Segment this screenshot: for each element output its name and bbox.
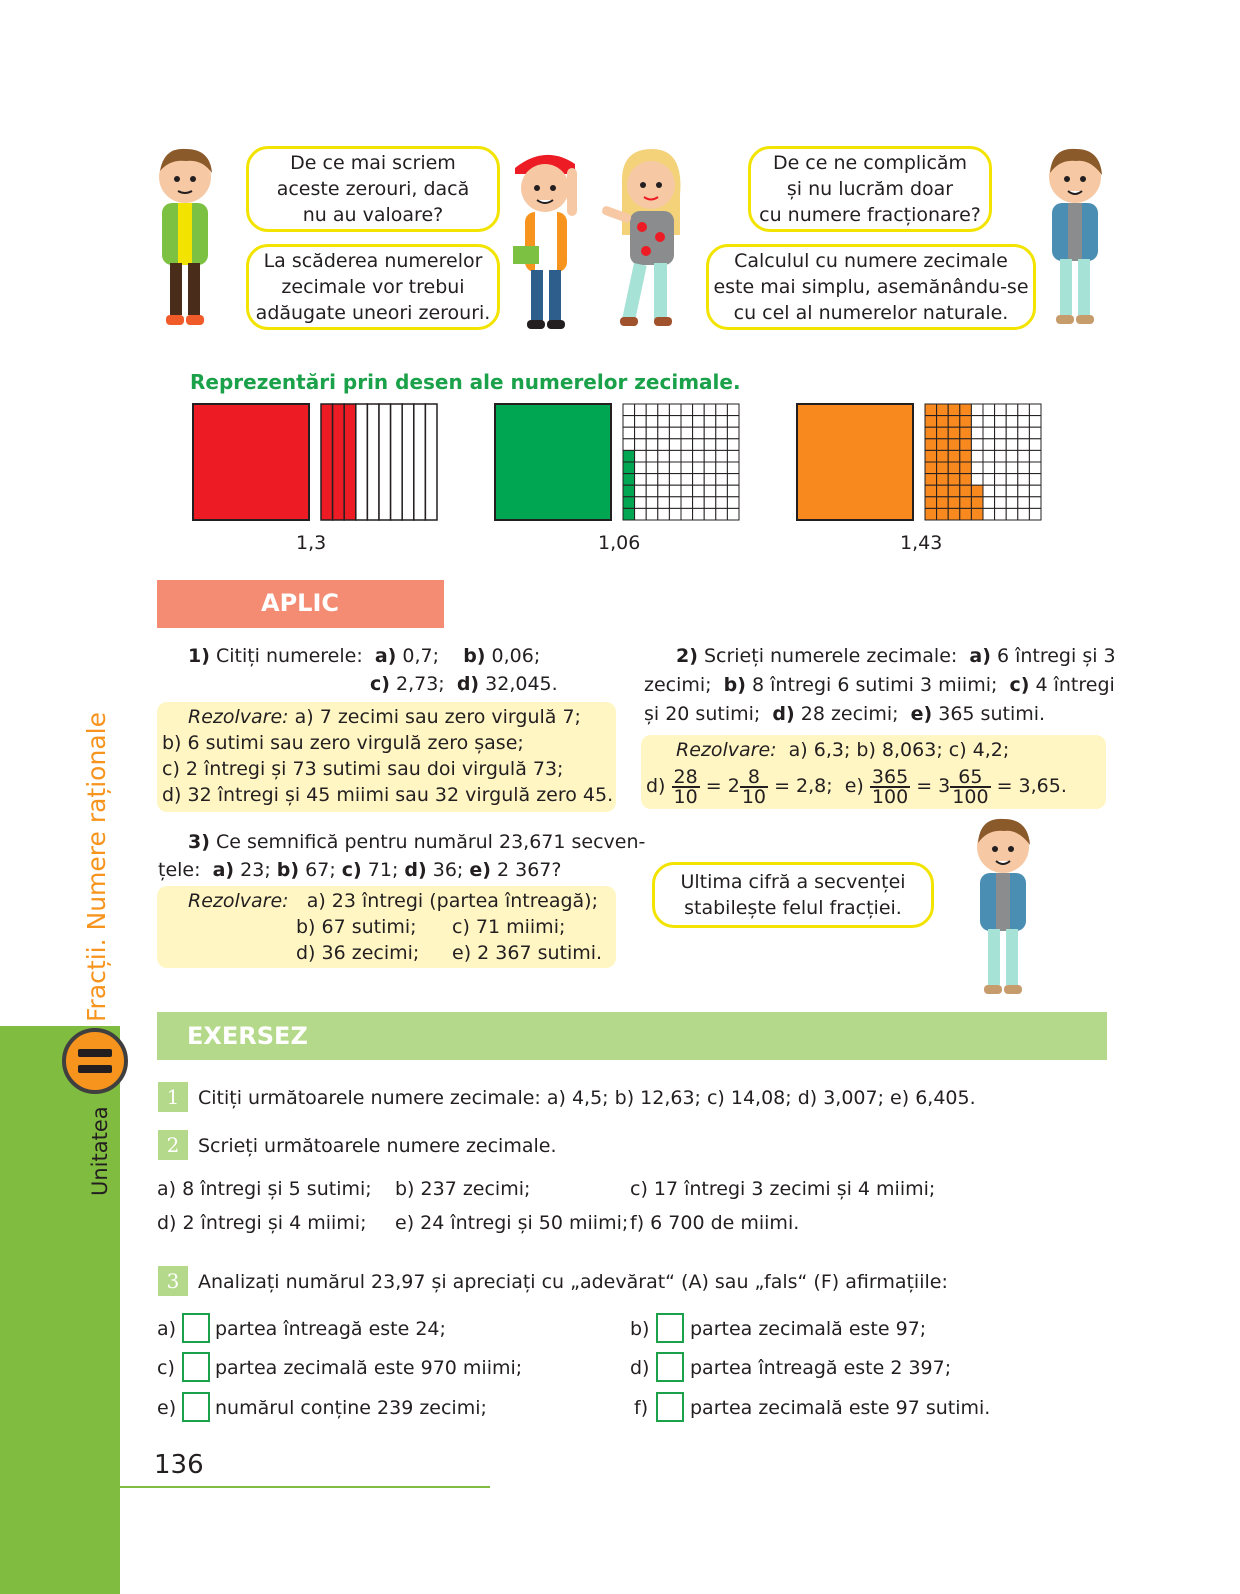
hundredth-cell bbox=[971, 462, 983, 474]
hundredth-cell bbox=[635, 416, 647, 428]
girl-illustration bbox=[600, 145, 700, 335]
hundredth-cell bbox=[646, 474, 658, 486]
boy-vest-illustration bbox=[1040, 145, 1110, 335]
hundredth-cell bbox=[704, 497, 716, 509]
hundredth-cell bbox=[925, 474, 937, 486]
hundredth-cell bbox=[681, 497, 693, 509]
hundredth-cell bbox=[925, 439, 937, 451]
hundredth-cell bbox=[971, 474, 983, 486]
hundredth-cell bbox=[669, 416, 681, 428]
hundredth-cell bbox=[960, 450, 972, 462]
hundredth-cell bbox=[1018, 508, 1030, 520]
hundredth-cell bbox=[716, 439, 728, 451]
representation-fraction-grid-2 bbox=[622, 403, 740, 521]
hundredth-cell bbox=[1018, 416, 1030, 428]
hundredth-cell bbox=[681, 439, 693, 451]
hundredth-cell bbox=[937, 508, 949, 520]
hundredth-cell bbox=[704, 439, 716, 451]
hundredth-cell bbox=[693, 497, 705, 509]
hundredth-cell bbox=[1006, 497, 1018, 509]
hundredth-cell bbox=[727, 404, 739, 416]
hundredth-cell bbox=[925, 404, 937, 416]
hundredth-cell bbox=[948, 416, 960, 428]
tf-label-b: b) bbox=[630, 1318, 650, 1340]
hundredth-cell bbox=[669, 450, 681, 462]
hundredth-cell bbox=[693, 485, 705, 497]
hundredth-cell bbox=[693, 416, 705, 428]
hundredth-cell bbox=[971, 485, 983, 497]
representation-fraction-grid-3 bbox=[924, 403, 1042, 521]
hundredth-cell bbox=[704, 450, 716, 462]
hundredth-cell bbox=[658, 462, 670, 474]
exersez-ex1-number: 1 bbox=[158, 1082, 188, 1112]
hundredth-cell bbox=[960, 497, 972, 509]
hundredth-cell bbox=[948, 439, 960, 451]
hundredth-cell bbox=[727, 462, 739, 474]
hundredth-cell bbox=[937, 462, 949, 474]
hundredth-cell bbox=[1018, 439, 1030, 451]
tf-checkbox-d[interactable] bbox=[656, 1352, 684, 1382]
tf-label-f: f) bbox=[634, 1397, 649, 1419]
hundredth-cell bbox=[681, 450, 693, 462]
hundredth-cell bbox=[948, 462, 960, 474]
hundredth-cell bbox=[646, 450, 658, 462]
hundredth-cell bbox=[704, 404, 716, 416]
aplic-ex3-solution-c: c) 71 miimi; bbox=[452, 916, 566, 938]
hundredth-cell bbox=[937, 404, 949, 416]
hundredth-cell bbox=[635, 485, 647, 497]
hundredth-cell bbox=[704, 416, 716, 428]
footer-divider bbox=[120, 1486, 490, 1488]
exersez-ex2-item-c: c) 17 întregi 3 zecimi și 4 miimi; bbox=[630, 1178, 936, 1200]
representation-value-3: 1,43 bbox=[900, 532, 943, 554]
hundredth-cell bbox=[623, 427, 635, 439]
hundredth-cell bbox=[983, 474, 995, 486]
hundredth-cell bbox=[937, 497, 949, 509]
hundredth-cell bbox=[658, 474, 670, 486]
hundredth-cell bbox=[623, 474, 635, 486]
hundredth-cell bbox=[960, 462, 972, 474]
aplic-ex3-prompt-line1: 3) Ce semnifică pentru numărul 23,671 secven- bbox=[188, 831, 646, 853]
hundredth-cell bbox=[1018, 404, 1030, 416]
hundredth-cell bbox=[983, 485, 995, 497]
hundredth-cell bbox=[925, 497, 937, 509]
fraction-8-10: $\frac{8}{10}$ bbox=[741, 765, 767, 808]
exersez-ex2-item-f: f) 6 700 de miimi. bbox=[630, 1212, 800, 1234]
hundredth-cell bbox=[925, 416, 937, 428]
hundredth-cell bbox=[704, 427, 716, 439]
hundredth-cell bbox=[995, 485, 1007, 497]
representation-whole-square-2 bbox=[494, 403, 612, 521]
hundredth-cell bbox=[1006, 439, 1018, 451]
hundredth-cell bbox=[1006, 450, 1018, 462]
hundredth-cell bbox=[727, 416, 739, 428]
aplic-ex1-solution-c: c) 2 întregi și 73 sutimi sau doi virgulă 73; bbox=[162, 758, 564, 780]
tf-text-c: partea zecimală este 970 miimi; bbox=[215, 1357, 523, 1379]
hundredth-cell bbox=[658, 416, 670, 428]
exersez-ex3-text: Analizați numărul 23,97 și apreciați cu „adevărat“ (A) sau „fals“ (F) afirmațiile: bbox=[198, 1271, 948, 1293]
hundredth-cell bbox=[1029, 416, 1041, 428]
hundredth-cell bbox=[669, 497, 681, 509]
hundredth-cell bbox=[925, 450, 937, 462]
hundredth-cell bbox=[983, 462, 995, 474]
hundredth-cell bbox=[658, 450, 670, 462]
hundredth-cell bbox=[937, 427, 949, 439]
representations-title: Reprezentări prin desen ale numerelor zecimale. bbox=[190, 370, 741, 394]
hundredth-cell bbox=[623, 450, 635, 462]
hundredth-cell bbox=[646, 485, 658, 497]
hundredth-cell bbox=[669, 474, 681, 486]
hundredth-cell bbox=[960, 485, 972, 497]
hundredth-cell bbox=[1029, 427, 1041, 439]
boy-vest-illustration-2 bbox=[968, 815, 1038, 1005]
hundredth-cell bbox=[983, 427, 995, 439]
hundredth-cell bbox=[1018, 427, 1030, 439]
hundredth-cell bbox=[995, 462, 1007, 474]
hundredth-cell bbox=[983, 497, 995, 509]
hundredth-cell bbox=[669, 439, 681, 451]
hundredth-cell bbox=[948, 450, 960, 462]
hundredth-cell bbox=[948, 508, 960, 520]
hundredth-cell bbox=[693, 462, 705, 474]
hundredth-cell bbox=[704, 485, 716, 497]
hundredth-cell bbox=[1018, 462, 1030, 474]
hundredth-cell bbox=[646, 404, 658, 416]
aplic-ex2-prompt-line1: 2) Scrieți numerele zecimale: a) 6 întregi și 3 bbox=[676, 645, 1116, 667]
hundredth-cell bbox=[937, 450, 949, 462]
hundredth-cell bbox=[948, 497, 960, 509]
hundredth-cell bbox=[623, 462, 635, 474]
speech-bubble-zeros-question: De ce mai scriem aceste zerouri, dacă nu au valoare? bbox=[246, 146, 500, 232]
hundredth-cell bbox=[971, 439, 983, 451]
hundredth-cell bbox=[693, 404, 705, 416]
hundredth-cell bbox=[623, 404, 635, 416]
exersez-ex2-item-a: a) 8 întregi și 5 sutimi; bbox=[157, 1178, 372, 1200]
hundredth-cell bbox=[646, 439, 658, 451]
hundredth-cell bbox=[960, 439, 972, 451]
hundredth-cell bbox=[971, 508, 983, 520]
hundredth-cell bbox=[681, 485, 693, 497]
hundredth-cell bbox=[681, 462, 693, 474]
hundredth-cell bbox=[716, 450, 728, 462]
tf-checkbox-a[interactable] bbox=[182, 1313, 210, 1343]
hundredth-cell bbox=[971, 497, 983, 509]
hundredth-cell bbox=[623, 485, 635, 497]
tenth-strip bbox=[321, 404, 333, 520]
aplic-header: APLIC bbox=[157, 580, 444, 628]
tenth-strip bbox=[402, 404, 414, 520]
fraction-65-100: $\frac{65}{100}$ bbox=[952, 765, 989, 808]
hundredth-cell bbox=[1006, 427, 1018, 439]
hundredth-cell bbox=[983, 416, 995, 428]
hundredth-cell bbox=[693, 450, 705, 462]
hundredth-cell bbox=[681, 474, 693, 486]
hundredth-cell bbox=[1006, 462, 1018, 474]
hundredth-cell bbox=[635, 427, 647, 439]
aplic-ex1-prompt: 1) Citiți numerele: a) 0,7; b) 0,06; bbox=[188, 645, 541, 667]
hundredth-cell bbox=[971, 427, 983, 439]
hundredth-cell bbox=[727, 497, 739, 509]
tf-text-b: partea zecimală este 97; bbox=[690, 1318, 927, 1340]
boy-green-jacket-illustration bbox=[150, 145, 220, 335]
hundredth-cell bbox=[623, 508, 635, 520]
hundredth-cell bbox=[960, 427, 972, 439]
hundredth-cell bbox=[960, 508, 972, 520]
hundredth-cell bbox=[693, 508, 705, 520]
unit-number-icon bbox=[62, 1028, 128, 1094]
representation-whole-square-3 bbox=[796, 403, 914, 521]
hundredth-cell bbox=[716, 485, 728, 497]
hundredth-cell bbox=[623, 439, 635, 451]
aplic-ex3-solution-b: b) 67 sutimi; bbox=[296, 916, 417, 938]
hundredth-cell bbox=[925, 508, 937, 520]
hundredth-cell bbox=[1006, 416, 1018, 428]
tf-label-c: c) bbox=[157, 1357, 175, 1379]
hundredth-cell bbox=[1029, 404, 1041, 416]
tf-checkbox-f[interactable] bbox=[656, 1392, 684, 1422]
hundredth-cell bbox=[635, 508, 647, 520]
hundredth-cell bbox=[727, 427, 739, 439]
hundredth-cell bbox=[937, 416, 949, 428]
speech-bubble-why-complicate: De ce ne complicăm și nu lucrăm doar cu numere fracționare? bbox=[748, 146, 992, 232]
speech-bubble-subtraction-zeros: La scăderea numerelor zecimale vor trebui adăugate uneori zerouri. bbox=[246, 244, 500, 330]
hundredth-cell bbox=[971, 450, 983, 462]
speech-bubble-last-digit: Ultima cifră a secvenței stabilește felul fracției. bbox=[652, 862, 934, 928]
hundredth-cell bbox=[658, 439, 670, 451]
hundredth-cell bbox=[635, 450, 647, 462]
hundredth-cell bbox=[925, 462, 937, 474]
hundredth-cell bbox=[937, 474, 949, 486]
aplic-ex2-solution-line2: d) $\frac{28}{10}$ = 2 $\frac{8}{10}$ = 2,8; e) $\frac{365}{100}$ = 3 $\frac{65}{100}$ = 3,65. bbox=[646, 765, 1067, 808]
hundredth-cell bbox=[995, 497, 1007, 509]
hundredth-cell bbox=[1018, 497, 1030, 509]
hundredth-cell bbox=[1029, 474, 1041, 486]
hundredth-cell bbox=[635, 404, 647, 416]
speech-bubble-decimal-simpler: Calculul cu numere zecimale este mai simplu, asemănându-se cu cel al numerelor naturale. bbox=[706, 244, 1036, 330]
hundredth-cell bbox=[646, 427, 658, 439]
aplic-ex1-solution-b: b) 6 sutimi sau zero virgulă zero șase; bbox=[162, 732, 524, 754]
hundredth-cell bbox=[704, 508, 716, 520]
aplic-ex2-prompt-line2: zecimi; b) 8 întregi 6 sutimi 3 miimi; c) 4 întregi bbox=[644, 674, 1115, 696]
hundredth-cell bbox=[669, 462, 681, 474]
hundredth-cell bbox=[727, 450, 739, 462]
tenth-strip bbox=[333, 404, 345, 520]
hundredth-cell bbox=[646, 462, 658, 474]
hundredth-cell bbox=[658, 485, 670, 497]
tenth-strip bbox=[414, 404, 426, 520]
hundredth-cell bbox=[1006, 485, 1018, 497]
hundredth-cell bbox=[693, 427, 705, 439]
tenth-strip bbox=[379, 404, 391, 520]
tf-checkbox-c[interactable] bbox=[182, 1352, 210, 1382]
page-number: 136 bbox=[154, 1450, 204, 1480]
tenth-strip bbox=[344, 404, 356, 520]
hundredth-cell bbox=[646, 508, 658, 520]
hundredth-cell bbox=[658, 427, 670, 439]
hundredth-cell bbox=[658, 404, 670, 416]
hundredth-cell bbox=[669, 404, 681, 416]
tf-label-a: a) bbox=[157, 1318, 177, 1340]
hundredth-cell bbox=[727, 508, 739, 520]
hundredth-cell bbox=[716, 427, 728, 439]
hundredth-cell bbox=[635, 474, 647, 486]
hundredth-cell bbox=[635, 462, 647, 474]
hundredth-cell bbox=[727, 474, 739, 486]
hundredth-cell bbox=[716, 462, 728, 474]
fraction-365-100: $\frac{365}{100}$ bbox=[871, 765, 909, 808]
hundredth-cell bbox=[948, 404, 960, 416]
tf-text-a: partea întreagă este 24; bbox=[215, 1318, 446, 1340]
hundredth-cell bbox=[681, 427, 693, 439]
hundredth-cell bbox=[623, 416, 635, 428]
hundredth-cell bbox=[704, 474, 716, 486]
tf-text-f: partea zecimală este 97 sutimi. bbox=[690, 1397, 991, 1419]
hundredth-cell bbox=[1006, 508, 1018, 520]
hundredth-cell bbox=[1029, 508, 1041, 520]
hundredth-cell bbox=[681, 416, 693, 428]
aplic-ex3-solution-a: Rezolvare: a) 23 întregi (partea întreagă); bbox=[188, 890, 598, 912]
hundredth-cell bbox=[727, 439, 739, 451]
hundredth-cell bbox=[716, 416, 728, 428]
tf-text-e: numărul conține 239 zecimi; bbox=[215, 1397, 487, 1419]
hundredth-cell bbox=[1029, 462, 1041, 474]
hundredth-cell bbox=[995, 450, 1007, 462]
aplic-ex1-solution-a: Rezolvare: a) 7 zecimi sau zero virgulă 7; bbox=[188, 706, 581, 728]
exersez-header: EXERSEZ bbox=[157, 1012, 1107, 1060]
hundredth-cell bbox=[995, 416, 1007, 428]
hundredth-cell bbox=[1018, 474, 1030, 486]
hundredth-cell bbox=[635, 497, 647, 509]
hundredth-cell bbox=[1029, 439, 1041, 451]
hundredth-cell bbox=[983, 508, 995, 520]
tenth-strip bbox=[356, 404, 368, 520]
tenth-strip bbox=[367, 404, 379, 520]
aplic-ex2-solution-line1: Rezolvare: a) 6,3; b) 8,063; c) 4,2; bbox=[676, 739, 1010, 761]
unit-label: Unitatea bbox=[88, 1106, 112, 1196]
hundredth-cell bbox=[1006, 474, 1018, 486]
hundredth-cell bbox=[1018, 485, 1030, 497]
hundredth-cell bbox=[1006, 404, 1018, 416]
tenth-strip bbox=[391, 404, 403, 520]
hundredth-cell bbox=[658, 497, 670, 509]
hundredth-cell bbox=[1018, 450, 1030, 462]
exersez-ex2-number: 2 bbox=[158, 1130, 188, 1160]
hundredth-cell bbox=[925, 485, 937, 497]
hundredth-cell bbox=[635, 439, 647, 451]
representation-whole-square-1 bbox=[192, 403, 310, 521]
hundredth-cell bbox=[1029, 497, 1041, 509]
exersez-ex3-number: 3 bbox=[158, 1266, 188, 1296]
hundredth-cell bbox=[925, 427, 937, 439]
aplic-ex3-prompt-line2: țele: a) 23; b) 67; c) 71; d) 36; e) 2 367? bbox=[158, 859, 562, 881]
tf-checkbox-e[interactable] bbox=[182, 1392, 210, 1422]
hundredth-cell bbox=[960, 404, 972, 416]
hundredth-cell bbox=[716, 508, 728, 520]
hundredth-cell bbox=[1029, 485, 1041, 497]
hundredth-cell bbox=[669, 485, 681, 497]
hundredth-cell bbox=[995, 474, 1007, 486]
hundredth-cell bbox=[948, 485, 960, 497]
boy-cap-books-illustration bbox=[505, 148, 595, 333]
hundredth-cell bbox=[937, 439, 949, 451]
tf-checkbox-b[interactable] bbox=[656, 1313, 684, 1343]
exersez-ex2-item-b: b) 237 zecimi; bbox=[395, 1178, 531, 1200]
hundredth-cell bbox=[1029, 450, 1041, 462]
aplic-ex2-prompt-line3: și 20 sutimi; d) 28 zecimi; e) 365 sutimi. bbox=[644, 703, 1046, 725]
fraction-28-10: $\frac{28}{10}$ bbox=[673, 765, 698, 808]
tf-label-e: e) bbox=[157, 1397, 177, 1419]
tenth-strip bbox=[425, 404, 437, 520]
exersez-ex2-item-e: e) 24 întregi și 50 miimi; bbox=[395, 1212, 629, 1234]
hundredth-cell bbox=[658, 508, 670, 520]
hundredth-cell bbox=[716, 474, 728, 486]
hundredth-cell bbox=[948, 474, 960, 486]
hundredth-cell bbox=[995, 439, 1007, 451]
hundredth-cell bbox=[948, 427, 960, 439]
aplic-ex1-prompt-cont: c) 2,73; d) 32,045. bbox=[370, 673, 558, 695]
hundredth-cell bbox=[971, 416, 983, 428]
hundredth-cell bbox=[623, 497, 635, 509]
representation-fraction-grid-1 bbox=[320, 403, 438, 521]
hundredth-cell bbox=[704, 462, 716, 474]
hundredth-cell bbox=[983, 404, 995, 416]
exersez-ex1-text: Citiți următoarele numere zecimale: a) 4,5; b) 12,63; c) 14,08; d) 3,007; e) 6,405. bbox=[198, 1087, 976, 1109]
hundredth-cell bbox=[716, 404, 728, 416]
hundredth-cell bbox=[716, 497, 728, 509]
hundredth-cell bbox=[681, 508, 693, 520]
tf-label-d: d) bbox=[630, 1357, 650, 1379]
aplic-ex3-solution-e: e) 2 367 sutimi. bbox=[452, 942, 603, 964]
hundredth-cell bbox=[995, 508, 1007, 520]
hundredth-cell bbox=[646, 497, 658, 509]
representation-value-1: 1,3 bbox=[296, 532, 327, 554]
hundredth-cell bbox=[646, 416, 658, 428]
hundredth-cell bbox=[971, 404, 983, 416]
hundredth-cell bbox=[669, 427, 681, 439]
hundredth-cell bbox=[693, 474, 705, 486]
hundredth-cell bbox=[727, 485, 739, 497]
hundredth-cell bbox=[983, 450, 995, 462]
tf-text-d: partea întreagă este 2 397; bbox=[690, 1357, 952, 1379]
hundredth-cell bbox=[937, 485, 949, 497]
hundredth-cell bbox=[995, 427, 1007, 439]
aplic-ex3-solution-d: d) 36 zecimi; bbox=[296, 942, 420, 964]
exersez-ex2-item-d: d) 2 întregi și 4 miimi; bbox=[157, 1212, 367, 1234]
hundredth-cell bbox=[983, 439, 995, 451]
hundredth-cell bbox=[693, 439, 705, 451]
hundredth-cell bbox=[960, 416, 972, 428]
hundredth-cell bbox=[960, 474, 972, 486]
unit-title: Fracții. Numere raționale bbox=[82, 712, 111, 1022]
exersez-ex2-text: Scrieți următoarele numere zecimale. bbox=[198, 1135, 557, 1157]
representation-value-2: 1,06 bbox=[598, 532, 641, 554]
hundredth-cell bbox=[669, 508, 681, 520]
hundredth-cell bbox=[681, 404, 693, 416]
aplic-ex1-solution-d: d) 32 întregi și 45 miimi sau 32 virgulă zero 45. bbox=[162, 784, 614, 806]
hundredth-cell bbox=[995, 404, 1007, 416]
